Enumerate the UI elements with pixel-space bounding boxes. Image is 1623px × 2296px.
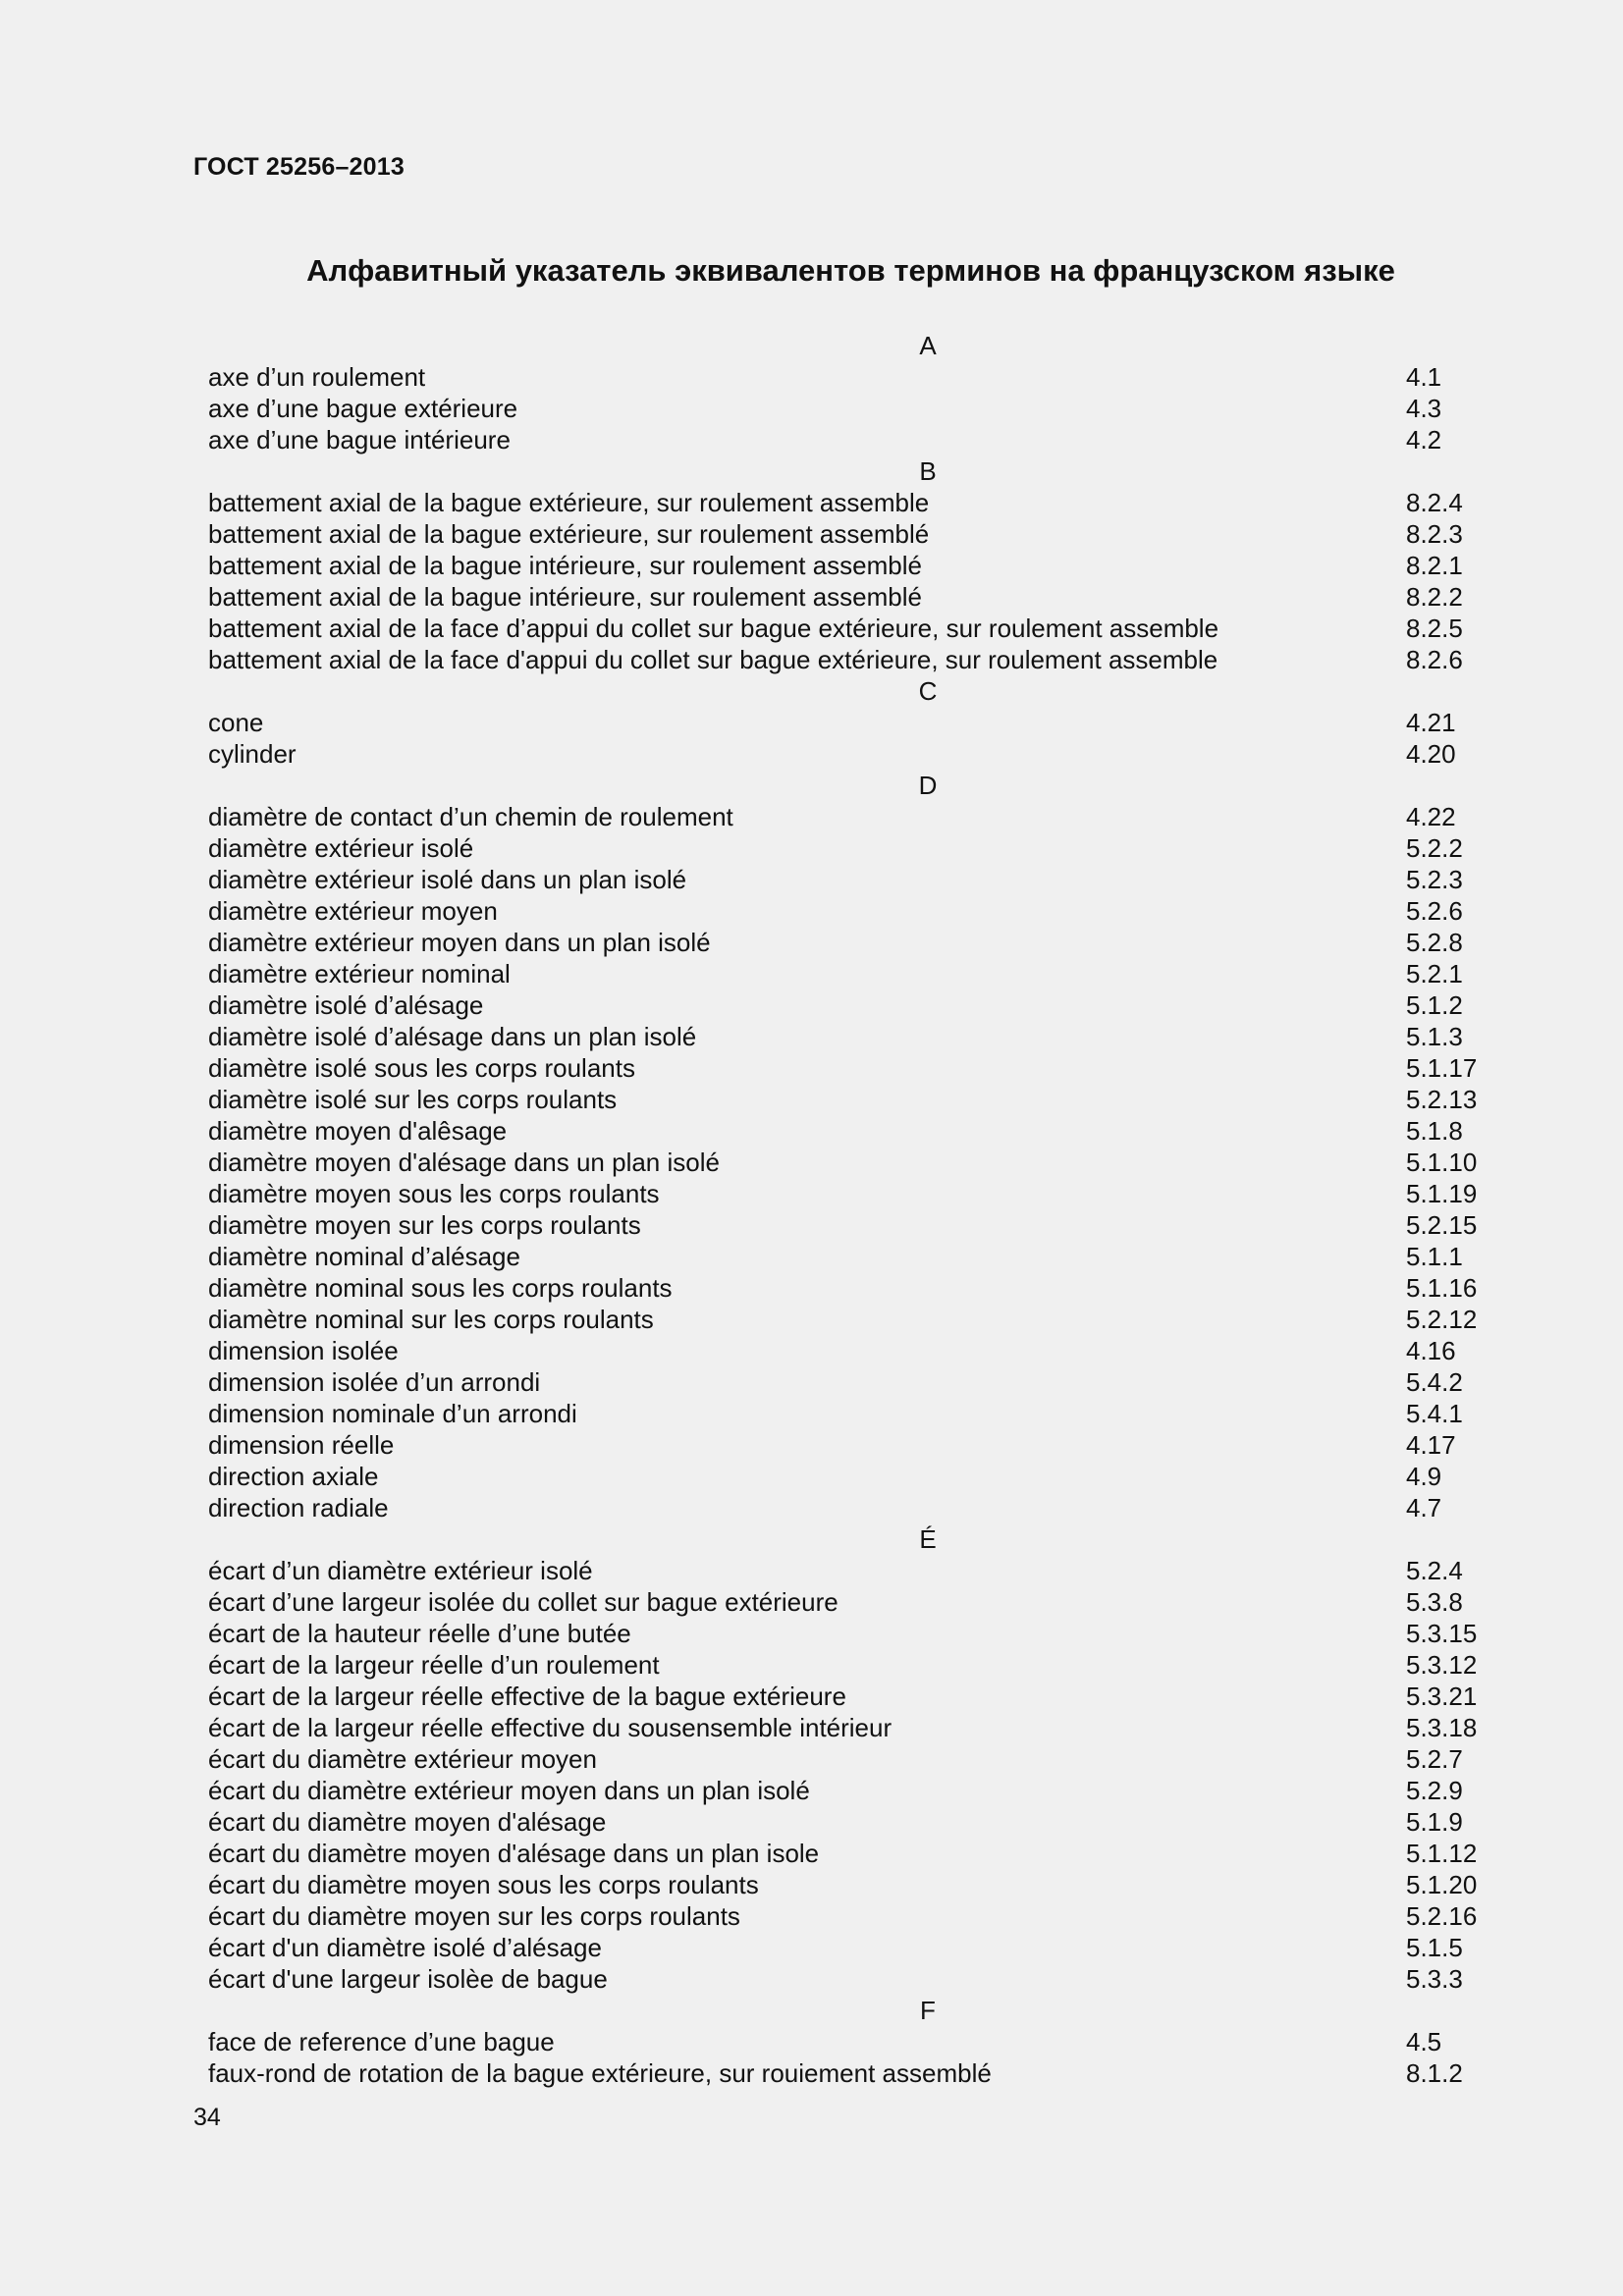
index-reference: 5.2.13	[1406, 1085, 1478, 1114]
index-reference: 4.9	[1406, 1462, 1442, 1491]
page-title: Алфавитный указатель эквивалентов терминов на французском языке	[306, 253, 1395, 288]
alphabetical-index	[208, 330, 1485, 2089]
index-reference: 4.17	[1406, 1430, 1456, 1460]
index-section-letter: F	[920, 1996, 936, 2025]
index-reference: 5.1.9	[1406, 1807, 1463, 1837]
index-reference: 5.3.3	[1406, 1964, 1463, 1994]
index-term: cone	[208, 708, 264, 737]
index-reference: 8.1.2	[1406, 2058, 1463, 2088]
index-term: axe d’une bague intérieure	[208, 425, 511, 454]
index-term: diamètre isolé sous les corps roulants	[208, 1053, 635, 1083]
index-term: écart d'une largeur isolèe de bague	[208, 1964, 608, 1994]
index-entry	[208, 864, 1485, 895]
index-reference: 8.2.4	[1406, 488, 1463, 517]
index-term: dimension isolée	[208, 1336, 399, 1365]
index-entry	[208, 1429, 1485, 1461]
index-term: axe d’une bague extérieure	[208, 394, 518, 423]
index-reference: 4.5	[1406, 2027, 1442, 2056]
index-entry	[208, 1838, 1485, 1869]
index-term: diamètre extérieur moyen	[208, 896, 498, 926]
index-term: direction radiale	[208, 1493, 389, 1522]
index-term: diamètre moyen sous les corps roulants	[208, 1179, 660, 1208]
index-reference: 5.2.1	[1406, 959, 1463, 988]
index-reference: 8.2.3	[1406, 519, 1463, 549]
index-term: écart du diamètre moyen d'alésage dans un plan isole	[208, 1839, 820, 1868]
index-reference: 5.2.9	[1406, 1776, 1463, 1805]
index-term: direction axiale	[208, 1462, 379, 1491]
index-entry	[208, 361, 1485, 393]
index-reference: 4.16	[1406, 1336, 1456, 1365]
index-term: écart du diamètre extérieur moyen	[208, 1744, 597, 1774]
index-entry	[208, 518, 1485, 550]
index-reference: 5.2.15	[1406, 1210, 1478, 1240]
index-entry	[208, 1461, 1485, 1492]
index-term: battement axial de la bague extérieure, sur roulement assemble	[208, 488, 930, 517]
index-entry	[208, 989, 1485, 1021]
index-entry	[208, 2026, 1485, 2057]
index-term: diamètre extérieur isolé	[208, 833, 474, 863]
index-entry	[208, 2057, 1485, 2089]
index-term: diamètre extérieur isolé dans un plan isolé	[208, 865, 687, 894]
index-reference: 5.1.10	[1406, 1148, 1478, 1177]
index-reference: 5.3.12	[1406, 1650, 1478, 1680]
index-entry	[208, 1272, 1485, 1304]
index-reference: 4.22	[1406, 802, 1456, 831]
index-reference: 5.1.8	[1406, 1116, 1463, 1146]
index-section-letter: B	[919, 456, 937, 486]
index-term: diamètre extérieur moyen dans un plan isolé	[208, 928, 711, 957]
index-entry	[208, 1555, 1485, 1586]
index-term: diamètre extérieur nominal	[208, 959, 511, 988]
index-reference: 5.1.16	[1406, 1273, 1478, 1303]
index-term: diamètre moyen d'alêsage	[208, 1116, 508, 1146]
index-reference: 4.7	[1406, 1493, 1442, 1522]
index-reference: 5.1.12	[1406, 1839, 1478, 1868]
document-header: ГОСТ 25256–2013	[193, 153, 405, 181]
index-entry	[208, 1775, 1485, 1806]
index-term: écart du diamètre extérieur moyen dans un plan isolé	[208, 1776, 810, 1805]
index-reference: 8.2.6	[1406, 645, 1463, 674]
index-entry	[208, 393, 1485, 424]
index-reference: 5.4.1	[1406, 1399, 1463, 1428]
index-reference: 5.2.2	[1406, 833, 1463, 863]
index-reference: 5.4.2	[1406, 1367, 1463, 1397]
index-reference: 5.3.21	[1406, 1682, 1478, 1711]
index-entry	[208, 738, 1485, 770]
index-term: diamètre nominal d’alésage	[208, 1242, 520, 1271]
index-term: dimension réelle	[208, 1430, 395, 1460]
index-entry	[208, 1869, 1485, 1900]
index-reference: 5.1.20	[1406, 1870, 1478, 1899]
index-term: écart du diamètre moyen sous les corps roulants	[208, 1870, 759, 1899]
index-reference: 5.1.1	[1406, 1242, 1463, 1271]
index-reference: 5.1.2	[1406, 990, 1463, 1020]
index-term: diamètre moyen sur les corps roulants	[208, 1210, 641, 1240]
index-entry	[208, 1335, 1485, 1366]
index-term: cylinder	[208, 739, 297, 769]
index-reference: 5.3.18	[1406, 1713, 1478, 1742]
index-entry	[208, 1209, 1485, 1241]
index-reference: 4.1	[1406, 362, 1442, 392]
index-entry	[208, 581, 1485, 613]
index-entry	[208, 1649, 1485, 1681]
index-reference: 5.2.8	[1406, 928, 1463, 957]
index-reference: 5.3.8	[1406, 1587, 1463, 1617]
index-entry	[208, 1963, 1485, 1995]
index-term: écart du diamètre moyen d'alésage	[208, 1807, 607, 1837]
index-term: écart d'un diamètre isolé d’alésage	[208, 1933, 602, 1962]
index-section-letter: A	[919, 331, 937, 360]
index-entry	[208, 1366, 1485, 1398]
index-term: écart de la largeur réelle d’un roulement	[208, 1650, 660, 1680]
index-entry	[208, 1712, 1485, 1743]
index-term: dimension isolée d’un arrondi	[208, 1367, 541, 1397]
index-reference: 4.3	[1406, 394, 1442, 423]
index-term: battement axial de la face d'appui du collet sur bague extérieure, sur roulement assemble	[208, 645, 1218, 674]
index-term: diamètre de contact d’un chemin de roulement	[208, 802, 733, 831]
index-reference: 5.2.12	[1406, 1305, 1478, 1334]
index-reference: 5.2.3	[1406, 865, 1463, 894]
index-entry	[208, 1084, 1485, 1115]
index-term: écart du diamètre moyen sur les corps roulants	[208, 1901, 740, 1931]
index-reference: 8.2.5	[1406, 614, 1463, 643]
index-reference: 4.20	[1406, 739, 1456, 769]
index-entry	[208, 1178, 1485, 1209]
index-reference: 5.2.7	[1406, 1744, 1463, 1774]
index-entry	[208, 1806, 1485, 1838]
index-section-letter: C	[918, 676, 938, 706]
index-reference: 4.2	[1406, 425, 1442, 454]
index-entry	[208, 644, 1485, 675]
index-entry	[208, 613, 1485, 644]
index-entry	[208, 1586, 1485, 1618]
index-reference: 5.3.15	[1406, 1619, 1478, 1648]
index-entry	[208, 1021, 1485, 1052]
index-term: écart de la hauteur réelle d’une butée	[208, 1619, 631, 1648]
index-reference: 5.2.6	[1406, 896, 1463, 926]
index-term: face de reference d’une bague	[208, 2027, 555, 2056]
index-entry	[208, 424, 1485, 455]
index-section-letter: D	[918, 771, 938, 800]
index-entry	[208, 1147, 1485, 1178]
index-term: dimension nominale d’un arrondi	[208, 1399, 577, 1428]
index-term: battement axial de la face d’appui du collet sur bague extérieure, sur roulement assemble	[208, 614, 1219, 643]
index-entry	[208, 1115, 1485, 1147]
index-entry	[208, 927, 1485, 958]
index-entry	[208, 895, 1485, 927]
index-term: écart d’une largeur isolée du collet sur bague extérieure	[208, 1587, 839, 1617]
index-term: diamètre isolé sur les corps roulants	[208, 1085, 618, 1114]
index-entry	[208, 1743, 1485, 1775]
index-term: axe d’un roulement	[208, 362, 426, 392]
index-reference: 5.1.19	[1406, 1179, 1478, 1208]
index-entry	[208, 832, 1485, 864]
index-section-letter: É	[919, 1524, 937, 1554]
index-term: diamètre nominal sous les corps roulants	[208, 1273, 673, 1303]
index-reference: 5.1.17	[1406, 1053, 1478, 1083]
index-term: faux-rond de rotation de la bague extérieure, sur rouiement assemblé	[208, 2058, 992, 2088]
index-term: battement axial de la bague extérieure, sur roulement assemblé	[208, 519, 930, 549]
index-entry	[208, 958, 1485, 989]
index-reference: 5.1.5	[1406, 1933, 1463, 1962]
index-reference: 5.2.16	[1406, 1901, 1478, 1931]
index-term: écart d’un diamètre extérieur isolé	[208, 1556, 593, 1585]
index-reference: 5.2.4	[1406, 1556, 1463, 1585]
index-entry	[208, 707, 1485, 738]
index-entry	[208, 1398, 1485, 1429]
index-entry	[208, 801, 1485, 832]
index-term: écart de la largeur réelle effective de la bague extérieure	[208, 1682, 846, 1711]
index-entry	[208, 1932, 1485, 1963]
index-reference: 8.2.2	[1406, 582, 1463, 612]
index-entry	[208, 487, 1485, 518]
index-term: battement axial de la bague intérieure, sur roulement assemblé	[208, 551, 922, 580]
index-entry	[208, 1618, 1485, 1649]
index-entry	[208, 1492, 1485, 1523]
index-entry	[208, 1900, 1485, 1932]
page-number: 34	[193, 2104, 221, 2131]
index-entry	[208, 1052, 1485, 1084]
index-entry	[208, 1304, 1485, 1335]
index-term: battement axial de la bague intérieure, sur roulement assemblé	[208, 582, 922, 612]
index-entry	[208, 550, 1485, 581]
index-reference: 4.21	[1406, 708, 1456, 737]
index-term: diamètre moyen d'alésage dans un plan isolé	[208, 1148, 720, 1177]
index-entry	[208, 1681, 1485, 1712]
index-term: diamètre nominal sur les corps roulants	[208, 1305, 654, 1334]
index-reference: 8.2.1	[1406, 551, 1463, 580]
index-entry	[208, 1241, 1485, 1272]
index-term: diamètre isolé d’alésage	[208, 990, 484, 1020]
index-term: diamètre isolé d’alésage dans un plan isolé	[208, 1022, 697, 1051]
index-term: écart de la largeur réelle effective du sousensemble intérieur	[208, 1713, 893, 1742]
index-reference: 5.1.3	[1406, 1022, 1463, 1051]
